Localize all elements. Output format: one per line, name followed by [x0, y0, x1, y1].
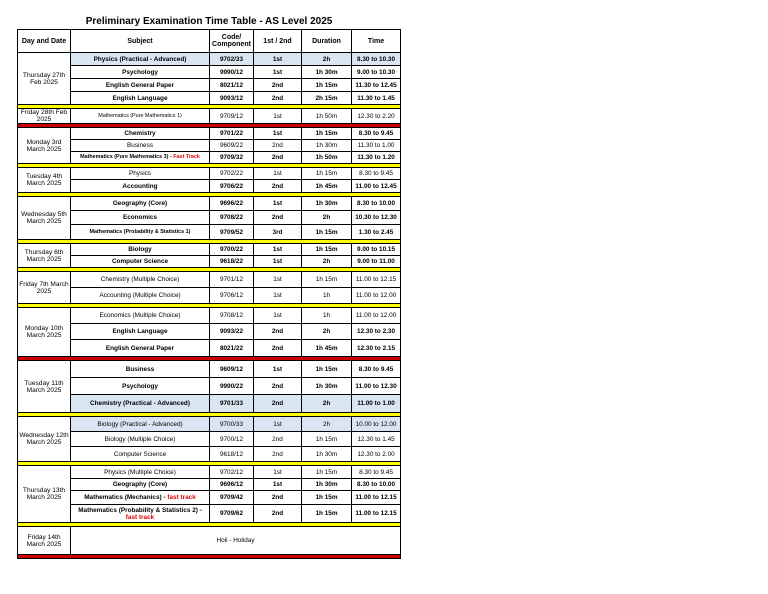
table-row — [18, 79, 401, 92]
order-cell: 2nd — [254, 395, 302, 413]
table-row — [18, 288, 401, 304]
subject-cell — [71, 168, 210, 180]
table-row — [18, 197, 401, 211]
table-row — [18, 92, 401, 105]
subject-label: Physics — [128, 170, 152, 177]
subject-cell — [71, 256, 210, 268]
day-date-cell: Tuesday 4th March 2025 — [18, 168, 71, 193]
subject-label: Biology (Multiple Choice) — [104, 435, 176, 443]
code-cell: 9093/12 — [210, 92, 254, 105]
time-cell: 11.00 to 1.00 — [352, 395, 401, 413]
time-cell: 9.00 to 10.30 — [352, 66, 401, 79]
time-cell: 8.30 to 9.45 — [352, 128, 401, 140]
time-cell: 11.00 to 12.15 — [352, 491, 401, 505]
duration-cell: 1h 15m — [302, 244, 352, 256]
time-cell: 12.30 to 2.30 — [352, 324, 401, 340]
duration-cell: 1h — [302, 308, 352, 324]
time-cell: 9.00 to 10.15 — [352, 244, 401, 256]
timetable — [17, 13, 401, 559]
duration-cell: 1h 50m — [302, 109, 352, 124]
duration-cell: 1h 30m — [302, 378, 352, 395]
order-cell: 2nd — [254, 340, 302, 357]
code-cell: 9708/12 — [210, 308, 254, 324]
subject-label: Mathematics (Probability & Statistics 1) — [89, 228, 191, 235]
subject-cell — [71, 109, 210, 124]
duration-cell: 1h 15m — [302, 361, 352, 378]
duration-cell: 2h — [302, 395, 352, 413]
subject-cell — [71, 447, 210, 462]
order-cell: 2nd — [254, 505, 302, 523]
duration-cell: 1h 30m — [302, 479, 352, 491]
subject-label: Physics (Multiple Choice) — [104, 468, 176, 476]
subject-cell — [71, 272, 210, 288]
code-cell: 9990/22 — [210, 378, 254, 395]
header-duration: Duration — [302, 30, 352, 53]
order-cell: 2nd — [254, 211, 302, 225]
subject-label: Accounting (Multiple Choice) — [99, 292, 181, 299]
duration-cell: 1h 15m — [302, 79, 352, 92]
order-cell: 2nd — [254, 491, 302, 505]
table-row — [18, 491, 401, 505]
time-cell: 10.00 to 12.00 — [352, 417, 401, 432]
header-time: Time — [352, 30, 401, 53]
subject-cell — [71, 491, 210, 505]
time-cell: 8.30 to 9.45 — [352, 168, 401, 180]
time-cell: 11.30 to 12.45 — [352, 79, 401, 92]
day-date-cell: Wednesday 12th March 2025 — [18, 417, 71, 462]
code-cell: 9702/12 — [210, 466, 254, 479]
table-row — [18, 244, 401, 256]
subject-label: English General Paper — [105, 344, 175, 352]
subject-cell — [71, 92, 210, 105]
time-cell: 9.00 to 11.00 — [352, 256, 401, 268]
time-cell: 11.00 to 12.00 — [352, 308, 401, 324]
code-cell: 9700/22 — [210, 244, 254, 256]
code-cell: 9701/22 — [210, 128, 254, 140]
subject-label: English Language — [112, 94, 168, 102]
table-row — [18, 168, 401, 180]
table-row — [18, 447, 401, 462]
code-cell: 9696/12 — [210, 479, 254, 491]
code-cell: 9609/22 — [210, 140, 254, 152]
table-row — [18, 225, 401, 240]
subject-cell — [71, 53, 210, 66]
duration-cell: 1h 45m — [302, 340, 352, 357]
subject-cell — [71, 340, 210, 357]
header-subject: Subject — [71, 30, 210, 53]
table-row — [18, 272, 401, 288]
table-row — [18, 308, 401, 324]
day-date-cell: Thursday 27th Feb 2025 — [18, 53, 71, 105]
order-cell: 2nd — [254, 140, 302, 152]
order-cell: 1st — [254, 308, 302, 324]
subject-label: Chemistry (Multiple Choice) — [100, 276, 180, 283]
subject-label: Physics (Practical - Advanced) — [93, 55, 187, 63]
subject-cell — [71, 432, 210, 447]
table-row — [18, 324, 401, 340]
code-cell: 9709/52 — [210, 225, 254, 240]
code-cell: 9708/22 — [210, 211, 254, 225]
fast-track-label: Fast Track — [173, 154, 200, 160]
order-cell: 1st — [254, 479, 302, 491]
separator-bar — [18, 555, 401, 559]
fast-track-label: fast track — [167, 494, 196, 501]
duration-cell: 2h — [302, 324, 352, 340]
table-row — [18, 479, 401, 491]
subject-cell — [71, 225, 210, 240]
code-cell: 9702/22 — [210, 168, 254, 180]
code-cell: 9702/33 — [210, 53, 254, 66]
holiday-cell: Holi - Holiday — [71, 527, 401, 555]
subject-label: Chemistry (Practical - Advanced) — [90, 400, 190, 407]
table-row — [18, 361, 401, 378]
time-cell: 11.00 to 12.45 — [352, 180, 401, 193]
fast-track-label: fast track — [125, 513, 155, 521]
subject-label: Mathematics (Probability & Statistics 2) - — [78, 506, 202, 514]
code-cell: 9618/22 — [210, 256, 254, 268]
subject-cell — [71, 466, 210, 479]
subject-label: Economics (Multiple Choice) — [99, 312, 181, 319]
subject-cell — [71, 79, 210, 92]
table-row — [18, 417, 401, 432]
duration-cell: 1h 15m — [302, 505, 352, 523]
table-row — [18, 256, 401, 268]
subject-cell — [71, 140, 210, 152]
time-cell: 12.30 to 2.15 — [352, 340, 401, 357]
duration-cell: 1h 15m — [302, 128, 352, 140]
duration-cell: 1h 50m — [302, 152, 352, 164]
time-cell: 8.30 to 10.00 — [352, 479, 401, 491]
subject-cell — [71, 288, 210, 304]
subject-label: Accounting — [122, 182, 158, 190]
duration-cell: 2h — [302, 417, 352, 432]
code-cell: 9700/12 — [210, 432, 254, 447]
order-cell: 1st — [254, 417, 302, 432]
time-cell: 12.30 to 1.45 — [352, 432, 401, 447]
time-cell: 11.30 to 1.00 — [352, 140, 401, 152]
time-cell: 8.30 to 9.45 — [352, 466, 401, 479]
order-cell: 1st — [254, 168, 302, 180]
time-cell: 11.00 to 12.30 — [352, 378, 401, 395]
header-code: Code/ Component — [210, 30, 254, 53]
day-separator — [18, 555, 401, 559]
order-cell: 1st — [254, 197, 302, 211]
table-row — [18, 527, 401, 555]
page-title: Preliminary Examination Time Table - AS Level 2025 — [18, 13, 401, 30]
code-cell: 9700/33 — [210, 417, 254, 432]
code-cell: 9093/22 — [210, 324, 254, 340]
order-cell: 1st — [254, 244, 302, 256]
subject-cell — [71, 479, 210, 491]
code-cell: 9701/33 — [210, 395, 254, 413]
code-cell: 8021/22 — [210, 340, 254, 357]
table-row — [18, 152, 401, 164]
order-cell: 1st — [254, 256, 302, 268]
code-cell: 9609/12 — [210, 361, 254, 378]
subject-label: Psychology — [122, 382, 158, 390]
time-cell: 11.00 to 12.15 — [352, 505, 401, 523]
order-cell: 2nd — [254, 447, 302, 462]
duration-cell: 2h — [302, 211, 352, 225]
subject-label: Mathematics (Mechanics) - — [84, 494, 168, 501]
day-date-cell: Thursday 13th March 2025 — [18, 466, 71, 523]
table-row — [18, 180, 401, 193]
duration-cell: 1h — [302, 288, 352, 304]
code-cell: 9706/12 — [210, 288, 254, 304]
subject-label: Mathematics (Pure Mathematics 1) — [98, 112, 182, 119]
day-date-cell: Monday 3rd March 2025 — [18, 128, 71, 164]
order-cell: 2nd — [254, 152, 302, 164]
table-row — [18, 128, 401, 140]
day-date-cell: Tuesday 11th March 2025 — [18, 361, 71, 413]
table-row — [18, 378, 401, 395]
duration-cell: 1h 45m — [302, 180, 352, 193]
time-cell: 10.30 to 12.30 — [352, 211, 401, 225]
duration-cell: 1h 15m — [302, 168, 352, 180]
table-row — [18, 109, 401, 124]
subject-cell — [71, 417, 210, 432]
subject-label: Economics — [122, 214, 158, 221]
subject-label: Mathematics (Pure Mathematics 3) - — [80, 154, 174, 160]
duration-cell: 2h — [302, 53, 352, 66]
order-cell: 2nd — [254, 92, 302, 105]
table-row — [18, 395, 401, 413]
time-cell: 11.00 to 12.00 — [352, 288, 401, 304]
subject-cell — [71, 180, 210, 193]
header-order: 1st / 2nd — [254, 30, 302, 53]
subject-label: Biology (Practical - Advanced) — [97, 420, 183, 428]
order-cell: 1st — [254, 109, 302, 124]
code-cell: 9701/12 — [210, 272, 254, 288]
subject-cell — [71, 361, 210, 378]
time-cell: 8.30 to 10.00 — [352, 197, 401, 211]
code-cell: 9618/12 — [210, 447, 254, 462]
order-cell: 1st — [254, 53, 302, 66]
day-date-cell: Wednesday 5th March 2025 — [18, 197, 71, 240]
time-cell: 8.30 to 9.45 — [352, 361, 401, 378]
duration-cell: 2h 15m — [302, 92, 352, 105]
code-cell: 9706/22 — [210, 180, 254, 193]
subject-label: Computer Science — [111, 258, 169, 265]
time-cell: 12.30 to 2.20 — [352, 109, 401, 124]
duration-cell: 1h 30m — [302, 140, 352, 152]
subject-label: Geography (Core) — [112, 200, 168, 207]
code-cell: 9709/32 — [210, 152, 254, 164]
order-cell: 1st — [254, 466, 302, 479]
day-date-cell: Friday 28th Feb 2025 — [18, 109, 71, 124]
header-day: Day and Date — [18, 30, 71, 53]
duration-cell: 1h 15m — [302, 272, 352, 288]
day-date-cell: Friday 14th March 2025 — [18, 527, 71, 555]
order-cell: 2nd — [254, 378, 302, 395]
order-cell: 2nd — [254, 79, 302, 92]
code-cell: 9990/12 — [210, 66, 254, 79]
subject-cell — [71, 308, 210, 324]
time-cell: 11.30 to 1.20 — [352, 152, 401, 164]
time-cell: 11.30 to 1.45 — [352, 92, 401, 105]
code-cell: 9709/42 — [210, 491, 254, 505]
subject-cell — [71, 197, 210, 211]
order-cell: 1st — [254, 361, 302, 378]
time-cell: 8.30 to 10.30 — [352, 53, 401, 66]
subject-cell — [71, 505, 210, 523]
subject-label: English General Paper — [105, 81, 175, 89]
table-row — [18, 340, 401, 357]
order-cell: 1st — [254, 128, 302, 140]
order-cell: 1st — [254, 272, 302, 288]
subject-label: English Language — [112, 328, 168, 335]
duration-cell: 2h — [302, 256, 352, 268]
code-cell: 9709/12 — [210, 109, 254, 124]
subject-cell — [71, 324, 210, 340]
code-cell: 9696/22 — [210, 197, 254, 211]
duration-cell: 1h 15m — [302, 491, 352, 505]
table-row — [18, 466, 401, 479]
subject-cell — [71, 395, 210, 413]
subject-cell — [71, 66, 210, 79]
duration-cell: 1h 15m — [302, 432, 352, 447]
time-cell: 12.30 to 2.00 — [352, 447, 401, 462]
subject-label: Computer Science — [113, 450, 167, 458]
table-row — [18, 66, 401, 79]
subject-label: Psychology — [122, 68, 158, 76]
time-cell: 1.30 to 2.45 — [352, 225, 401, 240]
order-cell: 1st — [254, 288, 302, 304]
duration-cell: 1h 15m — [302, 466, 352, 479]
duration-cell: 1h 30m — [302, 66, 352, 79]
order-cell: 1st — [254, 66, 302, 79]
order-cell: 3rd — [254, 225, 302, 240]
subject-cell — [71, 128, 210, 140]
duration-cell: 1h 30m — [302, 197, 352, 211]
timetable-sheet — [17, 13, 400, 559]
day-date-cell: Friday 7th March 2025 — [18, 272, 71, 304]
subject-cell — [71, 244, 210, 256]
subject-label: Business — [125, 365, 155, 373]
day-date-cell: Monday 10th March 2025 — [18, 308, 71, 357]
table-row — [18, 432, 401, 447]
order-cell: 2nd — [254, 180, 302, 193]
subject-label: Chemistry — [124, 130, 156, 137]
table-row — [18, 140, 401, 152]
table-row — [18, 53, 401, 66]
order-cell: 2nd — [254, 432, 302, 447]
subject-cell — [71, 152, 210, 164]
order-cell: 2nd — [254, 324, 302, 340]
subject-label: Geography (Core) — [112, 481, 168, 488]
subject-label: Business — [127, 142, 153, 149]
subject-cell — [71, 378, 210, 395]
day-date-cell: Thursday 6th March 2025 — [18, 244, 71, 268]
duration-cell: 1h 30m — [302, 447, 352, 462]
code-cell: 8021/12 — [210, 79, 254, 92]
subject-cell — [71, 211, 210, 225]
subject-label: Biology — [128, 246, 152, 253]
table-row — [18, 211, 401, 225]
code-cell: 9709/62 — [210, 505, 254, 523]
table-row — [18, 505, 401, 523]
time-cell: 11.00 to 12.15 — [352, 272, 401, 288]
duration-cell: 1h 15m — [302, 225, 352, 240]
